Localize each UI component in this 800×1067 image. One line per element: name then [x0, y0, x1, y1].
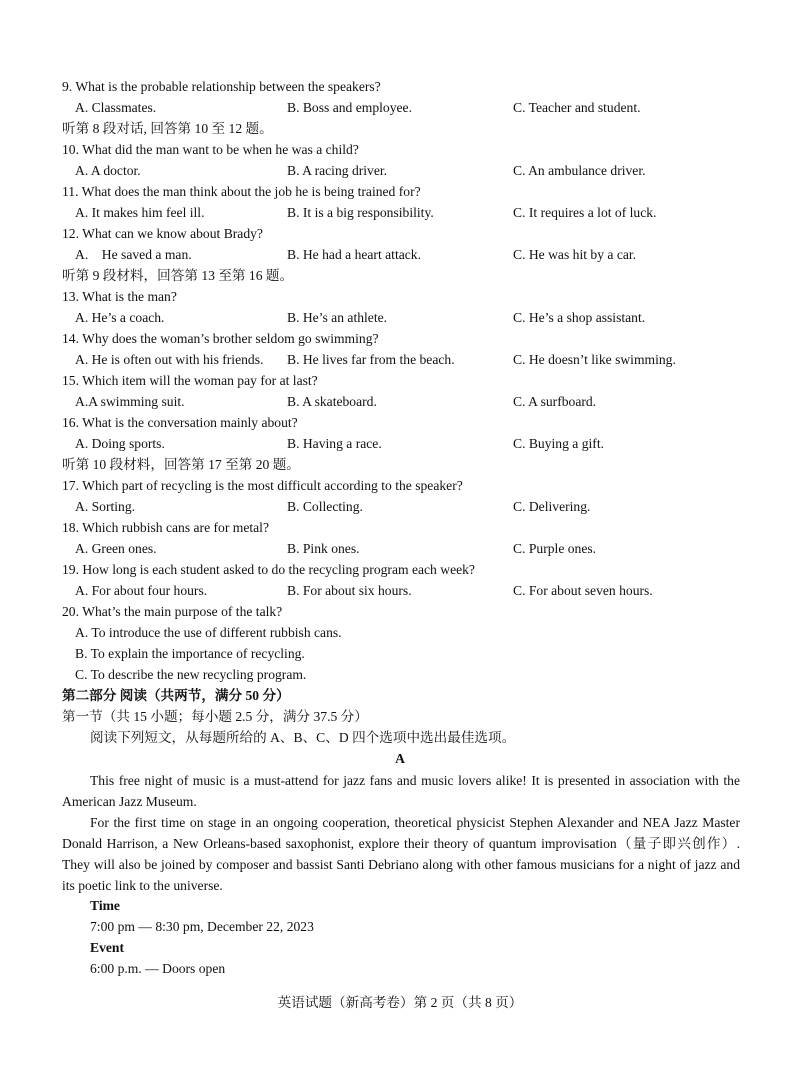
q13-option-c: C. He’s a shop assistant. — [513, 310, 646, 325]
section-1-title: 第一节（共 15 小题；每小题 2.5 分，满分 37.5 分） — [62, 709, 368, 724]
instruction-material-9: 听第 9 段材料，回答第 13 至第 16 题。 — [62, 268, 294, 283]
q19-option-b: B. For about six hours. — [287, 583, 412, 598]
part-2-title: 第二部分 阅读（共两节，满分 50 分） — [62, 688, 290, 703]
q19-option-c: C. For about seven hours. — [513, 583, 653, 598]
question-10: 10. What did the man want to be when he was a child? — [62, 142, 359, 157]
passage-paragraph-2: For the first time on stage in an ongoing cooperation, theoretical physicist Stephen Alexander and NEA Jazz Master Donald Harrison, a New Orleans-based saxophonist, explore their theory of quantum improvisation（量子即兴创作）. They will also be joined by composer and bassist Santi Debriano along with other famous musicians for a night of jazz and its poetic link to the universe. — [62, 815, 740, 893]
q20-option-c: C. To describe the new recycling program. — [75, 667, 307, 682]
q17-option-c: C. Delivering. — [513, 499, 591, 514]
question-11: 11. What does the man think about the job he is being trained for? — [62, 184, 421, 199]
q17-option-a: A. Sorting. — [75, 499, 136, 514]
q10-option-a: A. A doctor. — [75, 163, 141, 178]
q19-option-a: A. For about four hours. — [75, 583, 208, 598]
question-16: 16. What is the conversation mainly about? — [62, 415, 298, 430]
instruction-material-10: 听第 10 段材料，回答第 17 至第 20 题。 — [62, 457, 300, 472]
q14-option-a: A. He is often out with his friends. — [75, 352, 264, 367]
question-12: 12. What can we know about Brady? — [62, 226, 263, 241]
q11-option-a: A. It makes him feel ill. — [75, 205, 205, 220]
q14-option-c: C. He doesn’t like swimming. — [513, 352, 676, 367]
page-footer: 英语试题（新高考卷）第 2 页（共 8 页） — [277, 995, 523, 1010]
q12-option-b: B. He had a heart attack. — [287, 247, 421, 262]
q18-option-a: A. Green ones. — [75, 541, 157, 556]
q17-option-b: B. Collecting. — [287, 499, 363, 514]
question-18: 18. Which rubbish cans are for metal? — [62, 520, 269, 535]
q16-option-c: C. Buying a gift. — [513, 436, 605, 451]
q15-option-b: B. A skateboard. — [287, 394, 377, 409]
reading-instruction: 阅读下列短文，从每题所给的 A、B、C、D 四个选项中选出最佳选项。 — [90, 730, 516, 745]
q13-option-b: B. He’s an athlete. — [287, 310, 388, 325]
q16-option-b: B. Having a race. — [287, 436, 382, 451]
question-13: 13. What is the man? — [62, 289, 177, 304]
question-9: 9. What is the probable relationship between the speakers? — [62, 79, 381, 94]
q20-option-a: A. To introduce the use of different rubbish cans. — [75, 625, 342, 640]
q18-option-c: C. Purple ones. — [513, 541, 597, 556]
question-17: 17. Which part of recycling is the most difficult according to the speaker? — [62, 478, 463, 493]
question-20: 20. What’s the main purpose of the talk? — [62, 604, 283, 619]
q9-option-b: B. Boss and employee. — [287, 100, 412, 115]
question-14: 14. Why does the woman’s brother seldom go swimming? — [62, 331, 379, 346]
q9-option-c: C. Teacher and student. — [513, 100, 641, 115]
time-value: 7:00 pm — 8:30 pm, December 22, 2023 — [90, 919, 314, 934]
q15-option-a: A.A swimming suit. — [75, 394, 185, 409]
event-value: 6:00 p.m. — Doors open — [90, 961, 226, 976]
q20-option-b: B. To explain the importance of recycling. — [75, 646, 305, 661]
question-15: 15. Which item will the woman pay for at last? — [62, 373, 318, 388]
instruction-conversation-8: 听第 8 段对话, 回答第 10 至 12 题。 — [62, 121, 273, 136]
question-19: 19. How long is each student asked to do the recycling program each week? — [62, 562, 475, 577]
q13-option-a: A. He’s a coach. — [75, 310, 165, 325]
q11-option-b: B. It is a big responsibility. — [287, 205, 434, 220]
q16-option-a: A. Doing sports. — [75, 436, 165, 451]
q10-option-c: C. An ambulance driver. — [513, 163, 646, 178]
q11-option-c: C. It requires a lot of luck. — [513, 205, 657, 220]
q18-option-b: B. Pink ones. — [287, 541, 360, 556]
event-label: Event — [90, 940, 124, 955]
passage-letter: A — [395, 751, 405, 766]
passage-paragraph-1: This free night of music is a must-attend for jazz fans and music lovers alike! It is presented in association with the American Jazz Museum. — [62, 773, 740, 809]
q9-option-a: A. Classmates. — [75, 100, 157, 115]
q12-option-c: C. He was hit by a car. — [513, 247, 637, 262]
q12-option-a: A. He saved a man. — [75, 247, 192, 262]
q15-option-c: C. A surfboard. — [513, 394, 597, 409]
time-label: Time — [90, 898, 120, 913]
q14-option-b: B. He lives far from the beach. — [287, 352, 455, 367]
q10-option-b: B. A racing driver. — [287, 163, 388, 178]
